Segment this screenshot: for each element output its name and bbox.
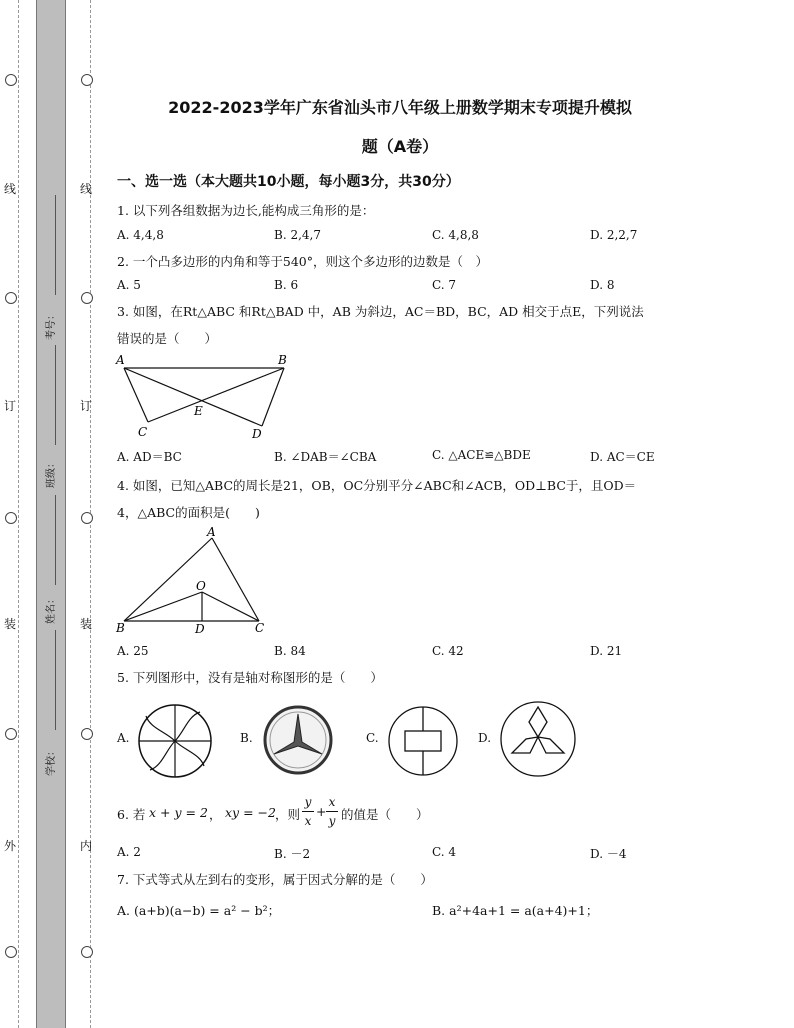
three-diamond-icon (498, 699, 578, 779)
q3-option-a[interactable]: A. AD＝BC (117, 450, 182, 464)
margin-char: 线 (80, 182, 93, 196)
q6-fraction2-denominator: y (328, 814, 336, 828)
q3-label-c: C (138, 425, 148, 439)
q4-option-b[interactable]: B. 84 (274, 644, 306, 658)
exam-number-label: 考号： (46, 310, 57, 340)
question-3-line2: 错误的是（ ） (117, 331, 218, 346)
q6-then: ，则 (275, 807, 301, 822)
q3-label-d: D (252, 427, 262, 441)
margin-char: 装 (4, 617, 17, 631)
q6-fraction1-numerator: y (304, 795, 312, 809)
q6-condition-1: x + y = 2 (149, 805, 208, 820)
q3-figure (112, 350, 297, 442)
q6-condition-2: xy = −2 (225, 805, 276, 820)
q4-figure (112, 524, 272, 638)
exam-number-field[interactable] (55, 195, 56, 295)
q6-option-a[interactable]: A. 2 (117, 845, 141, 859)
school-label: 学校： (46, 746, 57, 776)
binding-hole (81, 728, 93, 740)
q5-option-c[interactable]: C. (366, 731, 379, 745)
q6-suffix: 的值是（ ） (341, 807, 429, 822)
margin-char: 订 (4, 399, 17, 413)
binding-hole (5, 946, 17, 958)
class-label: 班级： (46, 458, 57, 488)
circle-rectangle-icon (384, 702, 462, 780)
pinwheel-symbol-icon (136, 702, 214, 780)
q4-label-c: C (255, 621, 265, 635)
name-label: 姓名： (46, 594, 57, 624)
q4-option-d[interactable]: D. 21 (590, 644, 623, 658)
class-field[interactable] (55, 345, 56, 445)
question-4-line2: 4，△ABC的面积是( ) (117, 505, 260, 520)
binding-hole (81, 292, 93, 304)
q3-label-a: A (116, 353, 125, 367)
q6-plus: + (316, 804, 327, 819)
margin-char: 装 (80, 617, 93, 631)
binding-hole (5, 728, 17, 740)
margin-char: 线 (4, 182, 17, 196)
binding-hole (81, 512, 93, 524)
page-title-line1: 2022-2023学年广东省汕头市八年级上册数学期末专项提升模拟 (168, 98, 632, 117)
q5-option-a[interactable]: A. (117, 731, 130, 745)
q4-option-c[interactable]: C. 42 (432, 644, 464, 658)
margin-char: 订 (80, 399, 93, 413)
margin-char: 内 (80, 839, 93, 853)
q1-option-b[interactable]: B. 2,4,7 (274, 228, 321, 242)
q3-label-b: B (278, 353, 287, 367)
q6-fraction1-denominator: x (304, 814, 312, 828)
binding-hole (81, 946, 93, 958)
question-3-line1: 3. 如图，在Rt△ABC 和Rt△BAD 中，AB 为斜边，AC＝BD，BC，AD 相交于点E，下列说法 (117, 304, 644, 319)
q6-separator: ， (209, 807, 222, 822)
q4-label-o: O (196, 579, 206, 593)
school-field[interactable] (55, 630, 56, 730)
margin-char: 外 (4, 839, 17, 853)
q6-prefix: 6. 若 (117, 807, 146, 822)
q2-option-b[interactable]: B. 6 (274, 278, 299, 292)
q1-option-c[interactable]: C. 4,8,8 (432, 228, 479, 242)
q6-option-d[interactable]: D. －4 (590, 847, 627, 861)
q6-option-b[interactable]: B. －2 (274, 847, 311, 861)
outer-cut-line (18, 0, 19, 1028)
question-2: 2. 一个凸多边形的内角和等于540°，则这个多边形的边数是（ ） (117, 254, 489, 269)
q4-option-a[interactable]: A. 25 (117, 644, 149, 658)
q4-label-b: B (116, 621, 125, 635)
q6-fraction1-bar (302, 811, 314, 812)
binding-hole (81, 74, 93, 86)
q5-option-d[interactable]: D. (478, 731, 492, 745)
binding-hole (5, 74, 17, 86)
q2-option-a[interactable]: A. 5 (117, 278, 141, 292)
three-point-star-icon (262, 704, 334, 776)
q4-label-d: D (195, 622, 205, 636)
q3-option-b[interactable]: B. ∠DAB＝∠CBA (274, 450, 377, 464)
q1-option-a[interactable]: A. 4,4,8 (117, 228, 164, 242)
question-1: 1. 以下列各组数据为边长,能构成三角形的是： (117, 203, 375, 218)
q7-option-a[interactable]: A. (a+b)(a−b) = a² − b²； (117, 903, 281, 918)
question-7: 7. 下式等式从左到右的变形，属于因式分解的是（ ） (117, 872, 433, 887)
q6-option-c[interactable]: C. 4 (432, 845, 457, 859)
page-title-line2: 题（A卷） (361, 137, 439, 156)
q7-option-b[interactable]: B. a²+4a+1 = a(a+4)+1； (432, 903, 599, 918)
question-5: 5. 下列图形中，没有是轴对称图形的是（ ） (117, 670, 383, 685)
q5-option-b[interactable]: B. (240, 731, 253, 745)
q4-label-a: A (207, 525, 216, 539)
binding-gutter (36, 0, 66, 1028)
q2-option-c[interactable]: C. 7 (432, 278, 457, 292)
q3-label-e: E (194, 404, 203, 418)
q6-fraction2-bar (326, 811, 338, 812)
q3-option-d[interactable]: D. AC＝CE (590, 450, 655, 464)
q1-option-d[interactable]: D. 2,2,7 (590, 228, 638, 242)
q2-option-d[interactable]: D. 8 (590, 278, 615, 292)
q6-fraction2-numerator: x (328, 795, 336, 809)
q3-option-c[interactable]: C. △ACE≌△BDE (432, 448, 531, 462)
question-4-line1: 4. 如图，已知△ABC的周长是21，OB，OC分别平分∠ABC和∠ACB，OD⊥BC于，且OD＝ (117, 478, 637, 493)
name-field[interactable] (55, 495, 56, 585)
section-heading: 一、选一选（本大题共10小题，每小题3分，共30分） (117, 174, 460, 190)
binding-hole (5, 512, 17, 524)
binding-hole (5, 292, 17, 304)
